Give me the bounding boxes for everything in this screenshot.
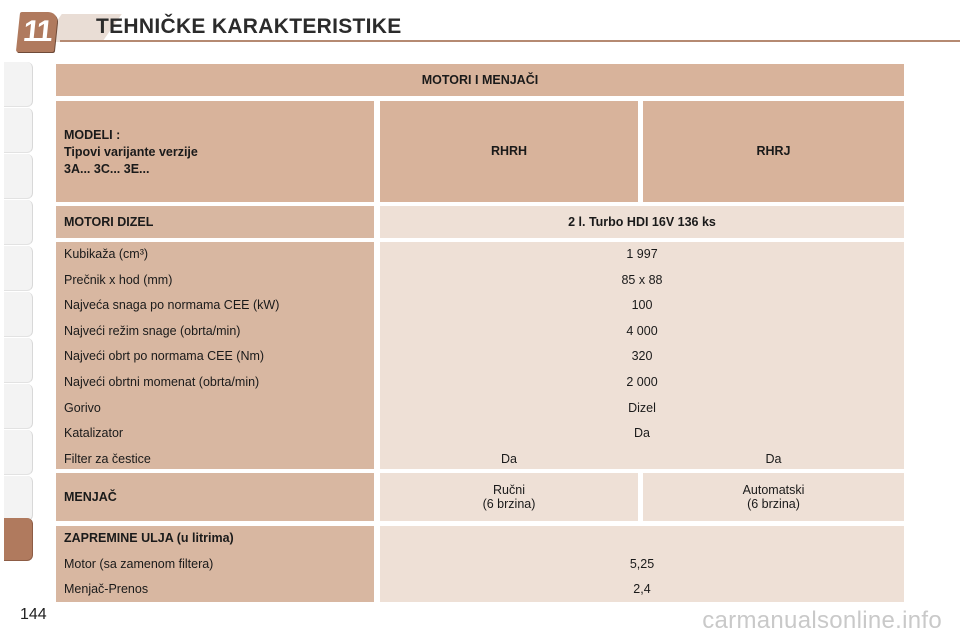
gearbox-label: MENJAČ — [56, 473, 374, 521]
filter-value: Da — [501, 451, 517, 466]
gearbox-type: Ručni — [493, 483, 525, 497]
header-rule — [60, 40, 960, 42]
spec-value: 4 000 — [626, 323, 658, 338]
filter-value: Da — [765, 451, 782, 466]
specs-values — [380, 242, 904, 469]
side-tab[interactable] — [4, 292, 33, 337]
engine-value: 2 l. Turbo HDI 16V 136 ks — [380, 206, 904, 238]
spec-value: 1 997 — [626, 247, 658, 261]
spec-label: Prečnik x hod (mm) — [64, 272, 173, 287]
oil-values — [380, 526, 904, 602]
table-title: MOTORI I MENJAČI — [56, 64, 904, 96]
page-number: 144 — [20, 606, 47, 623]
spec-value: 2 000 — [626, 375, 658, 389]
side-tab-active[interactable] — [4, 518, 33, 561]
engine-label: MOTORI DIZEL — [56, 206, 374, 238]
oil-value: 5,25 — [629, 556, 655, 571]
side-tab[interactable] — [4, 338, 33, 383]
model-column-header: RHRH — [380, 101, 638, 202]
models-label — [56, 101, 374, 202]
side-tab[interactable] — [4, 154, 33, 199]
models-label-line: MODELI : — [64, 128, 121, 142]
gearbox-type: Automatski — [742, 483, 805, 497]
side-tab[interactable] — [4, 62, 33, 107]
page-title: TEHNIČKE KARAKTERISTIKE — [96, 15, 402, 38]
models-label-line: 3A... 3C... 3E... — [64, 162, 150, 176]
spec-label: Najveći režim snage (obrta/min) — [64, 323, 241, 338]
specs-labels — [56, 242, 374, 469]
oil-label: Motor (sa zamenom filtera) — [64, 556, 214, 571]
chapter-badge: 11 — [16, 12, 58, 52]
side-tab[interactable] — [4, 200, 33, 245]
spec-value: Dizel — [628, 400, 656, 415]
side-tab[interactable] — [4, 246, 33, 291]
oil-labels — [56, 526, 374, 602]
spec-label: Najveći obrt po normama CEE (Nm) — [64, 349, 265, 364]
spec-label: Najveća snaga po normama CEE (kW) — [64, 298, 280, 313]
side-tab[interactable] — [4, 384, 33, 429]
gearbox-gears: (6 brzina) — [482, 497, 536, 511]
gearbox-gears: (6 brzina) — [747, 497, 800, 511]
spec-value: 85 x 88 — [621, 272, 663, 287]
gearbox-value — [380, 473, 638, 521]
spec-label: Katalizator — [64, 426, 124, 441]
watermark: carmanualsonline.info — [702, 607, 942, 634]
gearbox-value — [643, 473, 904, 521]
side-tab[interactable] — [4, 108, 33, 153]
models-label-line: Tipovi varijante verzije — [64, 145, 198, 159]
spec-value: Da — [634, 426, 650, 441]
spec-value: 100 — [631, 298, 653, 313]
spec-label: Najveći obrtni momenat (obrta/min) — [64, 375, 260, 389]
oil-label: Menjač-Prenos — [64, 582, 149, 597]
spec-label: Gorivo — [64, 400, 101, 415]
side-tab[interactable] — [4, 430, 33, 475]
oil-heading: ZAPREMINE ULJA (u litrima) — [64, 531, 234, 545]
spec-label: Kubikaža (cm³) — [64, 247, 149, 261]
filter-label: Filter za čestice — [64, 451, 151, 466]
side-tab[interactable] — [4, 476, 33, 521]
oil-value: 2,4 — [633, 582, 651, 597]
chapter-side-tabs — [0, 62, 32, 574]
spec-value: 320 — [631, 349, 653, 364]
model-column-header: RHRJ — [643, 101, 904, 202]
